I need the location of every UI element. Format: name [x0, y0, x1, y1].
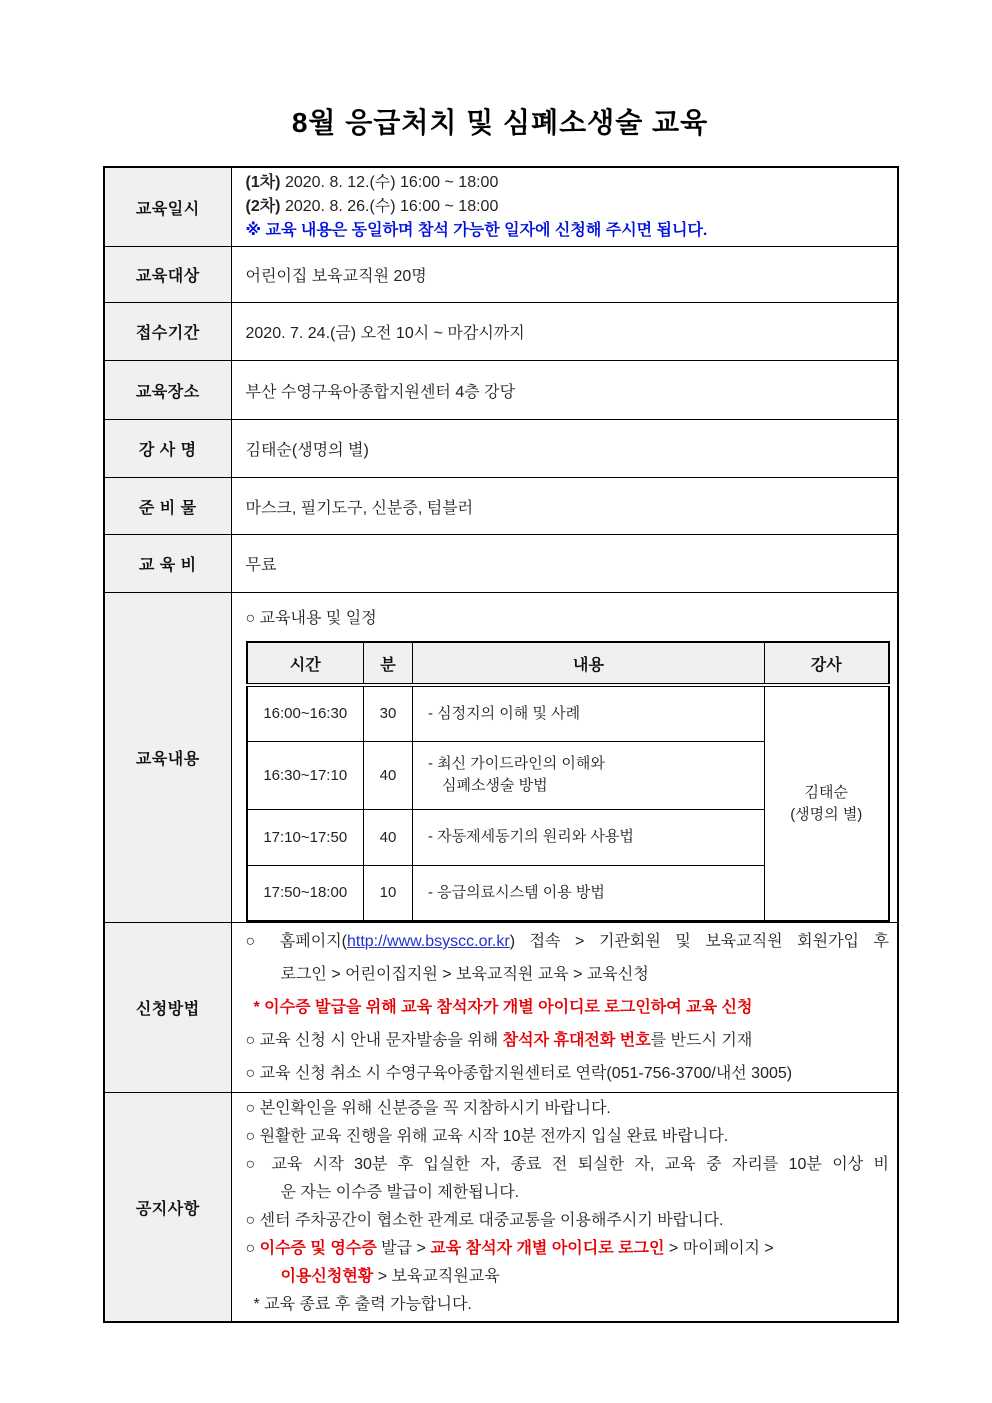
session2-prefix: (2차) [245, 198, 281, 215]
row-value-content [231, 593, 898, 923]
row-label-fee: 교 육 비 [104, 535, 231, 593]
session-time: 16:30~17:10 [247, 741, 364, 809]
row-instructor [104, 420, 898, 478]
notice-line-5-emphasis-1: 이수증 및 영수증 [259, 1240, 377, 1257]
schedule-note: ※ 교육 내용은 동일하며 참석 가능한 일자에 신청해 주시면 됩니다. [245, 222, 708, 239]
homepage-link[interactable]: http://www.bsyscc.or.kr [346, 933, 510, 950]
session-content-line: - 응급의료시스템 이용 방법 [428, 883, 605, 901]
session-minutes: 40 [364, 809, 413, 865]
session1-datetime: 2020. 8. 12.(수) 16:00 ~ 18:00 [280, 174, 499, 191]
notice-line-3: ○ 교육 시작 30분 후 입실한 자, 종료 전 퇴실한 자, 교육 중 자리를 10분 이상 비 [245, 1156, 889, 1173]
schedule-instructor-cell [765, 685, 889, 921]
row-label-content: 교육내용 [104, 593, 231, 923]
row-value-schedule [231, 167, 898, 247]
schedule-line-1 [246, 171, 888, 195]
session-content-line: - 자동제세동기의 원리와 사용법 [428, 828, 634, 845]
apply-line-1 [246, 925, 890, 958]
row-label-schedule: 교육일시 [104, 167, 231, 247]
row-target [104, 247, 898, 303]
row-value-apply [231, 923, 898, 1093]
notice-line-5 [246, 1235, 890, 1263]
apply-line-1-tail: ) 접속 > 기관회원 및 보육교직원 회원가입 후 [509, 933, 889, 950]
session-content-line: - 최신 가이드라인의 이해와 [428, 755, 605, 772]
session1-prefix: (1차) [245, 174, 281, 191]
notice-line-3b: 운 자는 이수증 발급이 제한됩니다. [280, 1184, 520, 1201]
row-value-instructor: 김태순(생명의 별) [231, 420, 898, 478]
session-content [413, 809, 765, 865]
row-notice [104, 1093, 898, 1323]
notice-line-5-tail: > 마이페이지 > [664, 1240, 774, 1257]
notice-line-5-text: 발급 > [376, 1240, 431, 1257]
apply-line-4-text: ○ 교육 신청 시 안내 문자발송을 위해 [245, 1032, 503, 1049]
apply-line-4-tail: 를 반드시 기재 [650, 1032, 753, 1049]
col-header-instructor: 강사 [765, 642, 889, 685]
notice-line-4: ○ 센터 주차공간이 협소한 관계로 대중교통을 이용해주시기 바랍니다. [245, 1212, 724, 1229]
schedule-row-1 [247, 685, 889, 741]
session-time: 17:50~18:00 [247, 865, 364, 921]
page-title: 8월 응급처치 및 심폐소생술 교육 [291, 107, 709, 138]
instructor-org: (생명의 별) [790, 805, 863, 823]
notice-line-1: ○ 본인확인을 위해 신분증을 꼭 지참하시기 바랍니다. [245, 1100, 611, 1117]
notice-line-2: ○ 원활한 교육 진행을 위해 교육 시작 10분 전까지 입실 완료 바랍니다. [245, 1128, 729, 1145]
session-content-line: 심폐소생술 방법 [442, 777, 548, 794]
apply-line-1-text: ○ 홈페이지( [245, 933, 347, 950]
session-content [413, 865, 765, 921]
col-header-time: 시간 [247, 642, 364, 685]
col-header-minutes: 분 [364, 642, 413, 685]
row-label-location: 교육장소 [104, 361, 231, 420]
session2-datetime: 2020. 8. 26.(수) 16:00 ~ 18:00 [280, 198, 499, 215]
row-value-location: 부산 수영구육아종합지원센터 4층 강당 [231, 361, 898, 420]
schedule-table [246, 641, 890, 922]
instructor-name: 김태순 [804, 783, 848, 801]
row-label-period: 접수기간 [104, 303, 231, 361]
info-table [103, 166, 899, 1323]
row-label-apply: 신청방법 [104, 923, 231, 1093]
row-label-instructor: 강 사 명 [104, 420, 231, 478]
row-apply [104, 923, 898, 1093]
notice-line-6-emphasis: 이용신청현황 [280, 1268, 374, 1285]
row-period [104, 303, 898, 361]
notice-line-5-bullet: ○ [245, 1240, 260, 1257]
row-fee [104, 535, 898, 593]
session-time: 16:00~16:30 [247, 685, 364, 741]
row-value-materials: 마스크, 필기도구, 신분증, 텀블러 [231, 478, 898, 535]
row-schedule [104, 167, 898, 247]
row-value-target: 어린이집 보육교직원 20명 [231, 247, 898, 303]
row-materials [104, 478, 898, 535]
col-header-content: 내용 [413, 642, 765, 685]
row-value-notice [231, 1093, 898, 1323]
row-location [104, 361, 898, 420]
row-value-period: 2020. 7. 24.(금) 오전 10시 ~ 마감시까지 [231, 303, 898, 361]
notice-line-6 [246, 1263, 890, 1291]
notice-line-6-tail: > 보육교직원교육 [373, 1268, 500, 1285]
session-content-line: - 심정지의 이해 및 사례 [428, 704, 581, 722]
schedule-line-2 [246, 195, 888, 219]
schedule-header-row [247, 642, 889, 685]
session-time: 17:10~17:50 [247, 809, 364, 865]
notice-line-7: * 교육 종료 후 출력 가능합니다. [253, 1296, 472, 1313]
apply-line-2: 로그인 > 어린이집지원 > 보육교직원 교육 > 교육신청 [280, 966, 649, 983]
row-label-materials: 준 비 물 [104, 478, 231, 535]
session-content [413, 685, 765, 741]
session-minutes: 30 [364, 685, 413, 741]
apply-line-4-emphasis: 참석자 휴대전화 번호 [502, 1032, 651, 1049]
row-content [104, 593, 898, 923]
session-minutes: 10 [364, 865, 413, 921]
notice-line-5-emphasis-2: 교육 참석자 개별 아이디로 로그인 [430, 1240, 665, 1257]
apply-line-3: * 이수증 발급을 위해 교육 참석자가 개별 아이디로 로그인하여 교육 신청 [253, 999, 753, 1016]
session-minutes: 40 [364, 741, 413, 809]
content-section-title: ○ 교육내용 및 일정 [245, 610, 377, 627]
row-value-fee: 무료 [231, 535, 898, 593]
apply-line-4 [246, 1024, 890, 1057]
row-label-notice: 공지사항 [104, 1093, 231, 1323]
apply-line-5: ○ 교육 신청 취소 시 수영구육아종합지원센터로 연락(051-756-3700/내선 3005) [245, 1065, 793, 1082]
row-label-target: 교육대상 [104, 247, 231, 303]
session-content [413, 741, 765, 809]
